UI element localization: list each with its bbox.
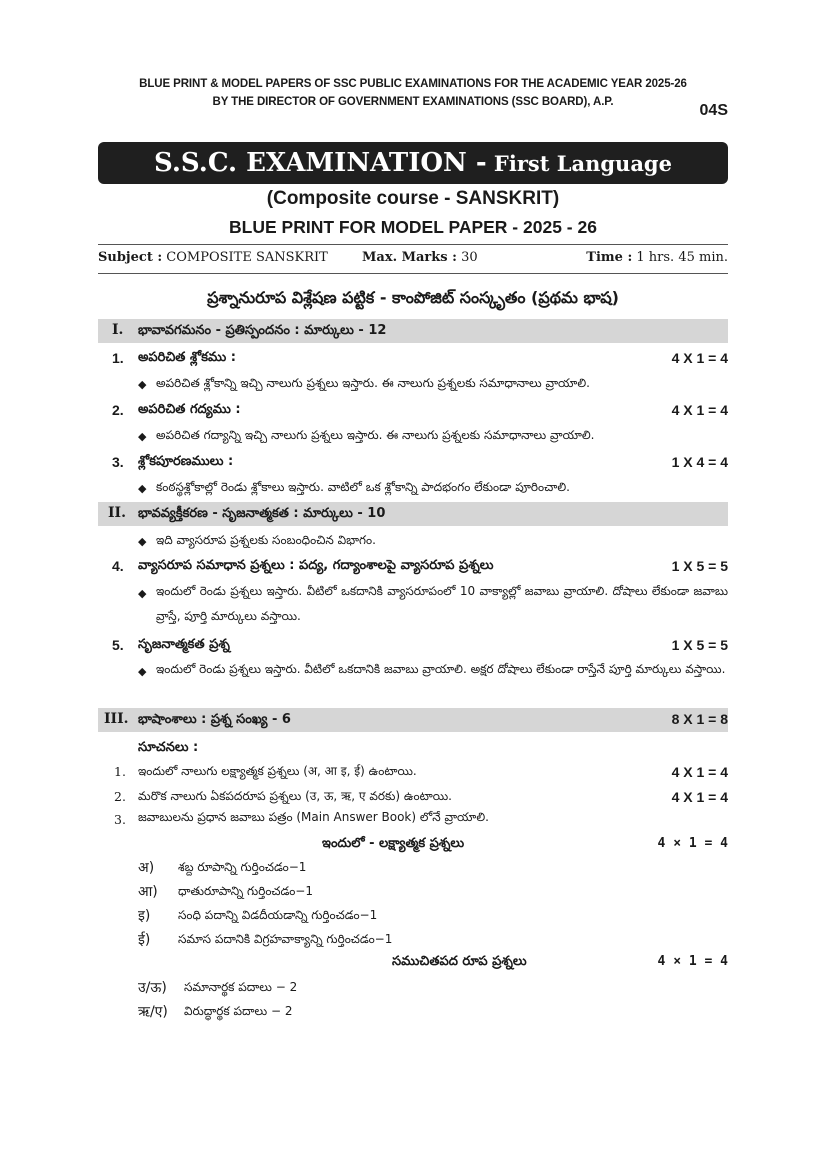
analysis-table-heading: ప్రశ్నానురూప విశ్లేషణ పట్టిక - కాంపోజిట్ సంస్కృతం (ప్రథమ భాష) bbox=[207, 288, 619, 307]
bullet-icon: ◆ bbox=[138, 430, 147, 443]
obj-item-3-text: సంధి పదాన్ని విడదీయడాన్ని గుర్తించడం−1 bbox=[178, 908, 378, 922]
header-line-1: BLUE PRINT & MODEL PAPERS OF SSC PUBLIC EXAMINATIONS FOR THE ACADEMIC YEAR 2025-26 bbox=[139, 78, 687, 90]
word-questions-heading: సముచితపద రూప ప్రశ్నలు bbox=[392, 954, 527, 969]
obj-item-4-text: సమాస పదానికి విగ్రహవాక్యాన్ని గుర్తించడం−1 bbox=[178, 932, 393, 946]
q1-description: అపరిచిత శ్లోకాన్ని ఇచ్చి నాలుగు ప్రశ్నలు ఇస్తారు. ఈ నాలుగు ప్రశ్నలకు సమాధానాలు వ్రాయాలి. bbox=[156, 376, 590, 390]
q3-title: శ్లోకపూరణములు : bbox=[138, 454, 234, 469]
q2-description: అపరిచిత గద్యాన్ని ఇచ్చి నాలుగు ప్రశ్నలు ఇస్తారు. ఈ నాలుగు ప్రశ్నలకు సమాధానాలు వ్రాయాలి. bbox=[156, 428, 595, 442]
banner-main: S.S.C. EXAMINATION - bbox=[154, 148, 487, 178]
word-item-1-text: సమానార్థక పదాలు − 2 bbox=[184, 980, 298, 994]
instruction-2-text: మరొక నాలుగు ఏకపదరూప ప్రశ్నలు (उ, ऊ, ऋ, ए వరకు) ఉంటాయి. bbox=[138, 789, 452, 803]
q4-title: వ్యాసరూప సమాధాన ప్రశ్నలు : పద్య, గద్యాంశాలపై వ్యాసరూప ప్రశ్నలు bbox=[138, 558, 494, 573]
exam-banner bbox=[98, 142, 728, 184]
word-item-2-letter: ऋ/ए) bbox=[138, 1004, 168, 1020]
section-3-marks: 8 X 1 = 8 bbox=[671, 711, 728, 727]
instruction-2-marks: 4 X 1 = 4 bbox=[671, 789, 728, 805]
obj-item-4-letter: ई) bbox=[138, 932, 151, 948]
section-1-title: భావావగమనం - ప్రతిస్పందనం : మార్కులు - 12 bbox=[138, 323, 387, 338]
q5-marks: 1 X 5 = 5 bbox=[671, 637, 728, 653]
max-marks-field: Max. Marks : 30 bbox=[362, 250, 478, 265]
q1-marks: 4 X 1 = 4 bbox=[671, 350, 728, 366]
instruction-3-text: జవాబులను ప్రధాన జవాబు పత్రం (Main Answer Book) లోనే వ్రాయాలి. bbox=[138, 810, 489, 824]
bullet-icon: ◆ bbox=[138, 378, 147, 391]
instruction-1-marks: 4 X 1 = 4 bbox=[671, 764, 728, 780]
section-2-title: భావవ్యక్తీకరణ - సృజనాత్మకత : మార్కులు - 10 bbox=[138, 506, 386, 521]
q2-marks: 4 X 1 = 4 bbox=[671, 402, 728, 418]
instruction-1-text: ఇందులో నాలుగు లక్ష్యాత్మక ప్రశ్నలు (अ, आ इ, ई) ఉంటాయి. bbox=[138, 764, 417, 778]
section-1-number: I. bbox=[112, 322, 124, 338]
instruction-3-number: 3. bbox=[114, 812, 126, 827]
time-field: Time : 1 hrs. 45 min. bbox=[586, 250, 728, 265]
bullet-icon: ◆ bbox=[138, 665, 147, 678]
section-2-number: II. bbox=[108, 505, 126, 521]
header-line-2: BY THE DIRECTOR OF GOVERNMENT EXAMINATIONS (SSC BOARD), A.P. bbox=[212, 96, 614, 108]
instruction-1-number: 1. bbox=[114, 764, 126, 779]
q5-title: సృజనాత్మకత ప్రశ్న bbox=[138, 637, 230, 652]
q1-title: అపరిచిత శ్లోకము : bbox=[138, 350, 236, 365]
divider-bottom bbox=[98, 273, 728, 274]
word-item-2-text: విరుద్ధార్థక పదాలు − 2 bbox=[184, 1004, 293, 1018]
divider-top bbox=[98, 244, 728, 245]
subject-field: Subject : COMPOSITE SANSKRIT bbox=[98, 250, 328, 265]
q3-description: కంఠస్థశ్లోకాల్లో రెండు శ్లోకాలు ఇస్తారు. వాటిలో ఒక శ్లోకాన్ని పాదభంగం లేకుండా పూరించాలి. bbox=[156, 480, 570, 494]
instructions-label: సూచనలు : bbox=[138, 740, 199, 755]
obj-item-2-letter: आ) bbox=[138, 884, 158, 900]
q3-number: 3. bbox=[112, 454, 124, 470]
objective-questions-marks: 4 × 1 = 4 bbox=[657, 836, 728, 851]
q2-title: అపరిచిత గద్యము : bbox=[138, 402, 241, 417]
course-subtitle: (Composite course - SANSKRIT) bbox=[266, 188, 560, 209]
q1-number: 1. bbox=[112, 350, 124, 366]
q4-marks: 1 X 5 = 5 bbox=[671, 558, 728, 574]
bullet-icon: ◆ bbox=[138, 482, 147, 495]
paper-code: 04S bbox=[699, 102, 728, 119]
q5-number: 5. bbox=[112, 637, 124, 653]
word-questions-marks: 4 × 1 = 4 bbox=[657, 954, 728, 969]
objective-questions-heading: ఇందులో - లక్ష్యాత్మక ప్రశ్నలు bbox=[322, 836, 465, 851]
section-3-number: III. bbox=[104, 711, 129, 727]
q4-description: ఇందులో రెండు ప్రశ్నలు ఇస్తారు. వీటిలో ఒకదానికి వ్యాసరూపంలో 10 వాక్యాల్లో జవాబు వ్రాయాలి. దోషాలు లేకుండా జవాబు వ్రాస్తే, పూర్తి మార్కులు వస్తాయి. bbox=[156, 584, 728, 623]
word-item-1-letter: उ/ऊ) bbox=[138, 980, 167, 996]
section-3-title: భాషాంశాలు : ప్రశ్న సంఖ్య - 6 bbox=[138, 712, 291, 727]
q5-description: ఇందులో రెండు ప్రశ్నలు ఇస్తారు. వీటిలో ఒకదానికి జవాబు వ్రాయాలి. అక్షర దోషాలు లేకుండా రాస్తేనే పూర్తి మార్కులు వస్తాయి. bbox=[156, 662, 726, 676]
banner-sub: First Language bbox=[486, 151, 672, 176]
bullet-icon: ◆ bbox=[138, 587, 147, 600]
bullet-icon: ◆ bbox=[138, 535, 147, 548]
obj-item-3-letter: इ) bbox=[138, 908, 151, 924]
q4-number: 4. bbox=[112, 558, 124, 574]
blueprint-subtitle: BLUE PRINT FOR MODEL PAPER - 2025 - 26 bbox=[229, 217, 597, 237]
section-2-intro: ఇది వ్యాసరూప ప్రశ్నలకు సంబంధించిన విభాగం. bbox=[156, 533, 376, 547]
obj-item-2-text: ధాతురూపాన్ని గుర్తించడం−1 bbox=[178, 884, 314, 898]
obj-item-1-text: శబ్ద రూపాన్ని గుర్తించడం−1 bbox=[178, 860, 307, 874]
instruction-2-number: 2. bbox=[114, 789, 126, 804]
q2-number: 2. bbox=[112, 402, 124, 418]
obj-item-1-letter: अ) bbox=[138, 860, 155, 876]
q3-marks: 1 X 4 = 4 bbox=[671, 454, 728, 470]
